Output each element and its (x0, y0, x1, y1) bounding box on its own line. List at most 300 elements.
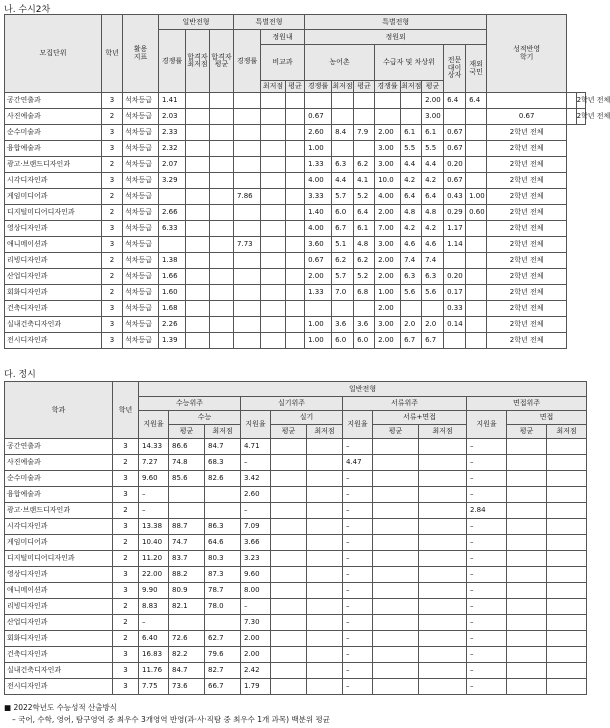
table-cell: 0.17 (444, 285, 466, 301)
table-cell: 2.00 (375, 301, 401, 317)
table-cell: 6.7 (401, 333, 422, 349)
table-cell (547, 471, 587, 487)
table-cell (373, 663, 419, 679)
table-cell: 2 (102, 285, 123, 301)
table-cell: 3 (113, 487, 139, 503)
table-cell (307, 615, 343, 631)
table-row (5, 301, 586, 317)
row-label: 광고·브랜드디자인과 (5, 157, 102, 173)
table-row (5, 125, 586, 141)
table-cell: 6.4 (401, 189, 422, 205)
th-unit: 모집단위 (5, 15, 102, 93)
table-cell (466, 269, 487, 285)
table-cell: 석차등급 (123, 141, 159, 157)
table-cell (567, 109, 576, 125)
table-cell (507, 631, 547, 647)
table-cell: 4.1 (354, 173, 375, 189)
table-cell (210, 173, 234, 189)
row-label: 게임미디어과 (5, 189, 102, 205)
table-cell: 2학년 전체 (487, 189, 567, 205)
table-cell: 2.84 (467, 503, 507, 519)
th-avg: 평균 (286, 81, 305, 93)
table-cell (271, 535, 307, 551)
row-label: 산업디자인과 (5, 269, 102, 285)
table-cell: 2학년 전체 (487, 205, 567, 221)
table-cell: 2학년 전체 (487, 333, 567, 349)
th-g-rate: 경쟁률 (159, 30, 186, 93)
table-cell (169, 615, 205, 631)
th-lowest: 최저점 (307, 425, 343, 439)
table-cell: 6.7 (422, 333, 444, 349)
table-cell: 6.1 (401, 125, 422, 141)
table-cell: 1.39 (159, 333, 186, 349)
table-cell: 3 (102, 317, 123, 333)
table-cell: 6.2 (354, 253, 375, 269)
table-cell (466, 237, 487, 253)
table-cell (210, 109, 234, 125)
table-cell: 3.6 (332, 317, 354, 333)
table-cell: 8.4 (332, 125, 354, 141)
table-cell: 0.67 (444, 125, 466, 141)
table-row (5, 567, 587, 583)
th-g-lowest: 합격자 최저점 (186, 30, 210, 93)
table-cell: 1.60 (159, 285, 186, 301)
table-cell: 2학년 전체 (487, 125, 567, 141)
row-label: 건축디자인과 (5, 301, 102, 317)
table-cell: 80.3 (205, 551, 241, 567)
table-cell (507, 583, 547, 599)
table-cell (186, 221, 210, 237)
table-row (5, 455, 587, 471)
table-cell: – (139, 503, 169, 519)
table-cell (210, 333, 234, 349)
th-year2: 학년 (113, 382, 139, 439)
table-cell: 3.60 (305, 237, 332, 253)
table-cell: 7.73 (234, 237, 261, 253)
table-cell: 4.2 (422, 173, 444, 189)
table-cell (307, 471, 343, 487)
table-cell: 3.29 (159, 173, 186, 189)
table-cell (210, 301, 234, 317)
table-cell: 4.00 (375, 189, 401, 205)
table-cell (419, 679, 467, 695)
table-cell (286, 285, 305, 301)
table-cell (261, 333, 286, 349)
table-cell: 7.30 (241, 615, 271, 631)
th-rate: 경쟁률 (305, 81, 332, 93)
table-row (5, 317, 586, 333)
table-cell (547, 599, 587, 615)
table-cell: 3 (113, 519, 139, 535)
table-cell (234, 93, 261, 109)
table-cell: 6.4 (466, 93, 487, 109)
table-cell (261, 173, 286, 189)
table-cell: 2 (113, 503, 139, 519)
table-cell: 62.7 (205, 631, 241, 647)
table-cell (186, 317, 210, 333)
table-cell: 2 (113, 551, 139, 567)
table-cell: 7.09 (241, 519, 271, 535)
table-cell (419, 647, 467, 663)
table-cell (286, 253, 305, 269)
table-cell: – (467, 567, 507, 583)
table-cell: 1.00 (305, 333, 332, 349)
table-cell: 0.60 (466, 205, 487, 221)
table-cell: 3 (102, 141, 123, 157)
table-cell: 82.6 (205, 471, 241, 487)
table-cell (261, 317, 286, 333)
table-cell (286, 221, 305, 237)
table-cell (305, 93, 332, 109)
table-cell: 6.0 (354, 333, 375, 349)
table-cell: 72.6 (169, 631, 205, 647)
table-cell (444, 253, 466, 269)
jeongsi-table (4, 381, 587, 695)
table-cell (487, 93, 567, 109)
table-cell: 82.2 (169, 647, 205, 663)
row-label: 게임미디어과 (5, 535, 113, 551)
table-cell (286, 141, 305, 157)
table-cell: 3 (102, 93, 123, 109)
table-cell (547, 583, 587, 599)
table-cell (286, 93, 305, 109)
table-cell (186, 253, 210, 269)
th-special-2: 특별전형 (305, 15, 487, 30)
table-cell (466, 141, 487, 157)
table-cell: 1.14 (444, 237, 466, 253)
table-cell (261, 109, 286, 125)
th-out-quota: 정원외 (305, 30, 487, 45)
table-row (5, 551, 587, 567)
table-cell (373, 647, 419, 663)
table-cell (307, 567, 343, 583)
th-avg: 평균 (354, 81, 375, 93)
table-cell: – (467, 551, 507, 567)
th-rate: 경쟁률 (375, 81, 401, 93)
table-cell: 0.20 (444, 269, 466, 285)
table-cell (234, 205, 261, 221)
table-cell: 7.27 (139, 455, 169, 471)
table-cell (271, 647, 307, 663)
table-cell (271, 455, 307, 471)
table-cell (210, 93, 234, 109)
table-cell (466, 317, 487, 333)
th-interview: 면접 (507, 411, 587, 425)
table-cell: – (343, 487, 373, 503)
table-cell (261, 285, 286, 301)
table-cell: 1.79 (241, 679, 271, 695)
table-cell: – (343, 551, 373, 567)
table-cell (271, 503, 307, 519)
table-cell: 2학년 전체 (487, 269, 567, 285)
table-cell (373, 455, 419, 471)
table-cell: 4.6 (422, 237, 444, 253)
table-cell: 2.00 (375, 253, 401, 269)
table-cell: 5.2 (354, 269, 375, 285)
table-cell: 2학년 전체 (576, 109, 585, 125)
table-cell (234, 125, 261, 141)
table-cell (567, 93, 576, 109)
table-cell (186, 157, 210, 173)
table-cell: 1.33 (305, 285, 332, 301)
table-cell (547, 567, 587, 583)
row-label: 실내건축디자인과 (5, 317, 102, 333)
table-cell: 1.40 (305, 205, 332, 221)
table-cell: 6.3 (422, 269, 444, 285)
table-cell (186, 141, 210, 157)
table-cell: 6.4 (422, 189, 444, 205)
table-cell (419, 631, 467, 647)
table-cell: 5.5 (401, 141, 422, 157)
table-cell: 3.33 (305, 189, 332, 205)
table-cell (186, 173, 210, 189)
table-cell: 2.60 (305, 125, 332, 141)
table-cell: 5.1 (332, 237, 354, 253)
table-cell: – (343, 567, 373, 583)
table-cell (547, 679, 587, 695)
table-cell (547, 455, 587, 471)
table-cell (286, 301, 305, 317)
table-cell: 4.2 (401, 173, 422, 189)
table-cell: 7.75 (139, 679, 169, 695)
table-cell: 1.00 (305, 317, 332, 333)
table-cell: 2 (102, 205, 123, 221)
table-cell: – (467, 535, 507, 551)
th-avg: 평균 (373, 425, 419, 439)
table-cell (507, 455, 547, 471)
table-cell (261, 189, 286, 205)
table-cell (186, 109, 210, 125)
table-cell (401, 109, 422, 125)
table-cell (373, 439, 419, 455)
table-cell: – (467, 631, 507, 647)
table-cell: 3.6 (354, 317, 375, 333)
th-docs-interview: 서류+면접 (373, 411, 467, 425)
table-cell: – (467, 487, 507, 503)
row-label: 공간연출과 (5, 93, 102, 109)
table-cell: 2.33 (159, 125, 186, 141)
table-cell (307, 599, 343, 615)
table-cell: 4.4 (401, 157, 422, 173)
table-cell (507, 615, 547, 631)
table-cell: – (343, 519, 373, 535)
table-cell (547, 615, 587, 631)
table-cell (419, 551, 467, 567)
table-cell (307, 551, 343, 567)
th-index: 활용 지표 (123, 15, 159, 93)
th-avg: 평균 (271, 425, 307, 439)
table-cell (271, 519, 307, 535)
table-cell: 0.20 (444, 157, 466, 173)
table-cell (354, 141, 375, 157)
table-cell: 석차등급 (123, 301, 159, 317)
table-cell: 3 (113, 471, 139, 487)
table-cell: 5.2 (354, 189, 375, 205)
table-cell (466, 125, 487, 141)
table-cell: 2 (102, 157, 123, 173)
table-cell: 3 (102, 125, 123, 141)
table-cell: 85.6 (169, 471, 205, 487)
th-in-quota: 정원내 (261, 30, 305, 45)
table-cell (286, 269, 305, 285)
table-cell (261, 157, 286, 173)
table-cell (234, 285, 261, 301)
table-cell (305, 301, 332, 317)
table-cell (186, 237, 210, 253)
table-cell (373, 679, 419, 695)
table-cell: 2.00 (422, 93, 444, 109)
table-cell: 82.1 (169, 599, 205, 615)
th-apply-rate: 지원율 (467, 411, 507, 439)
table-cell: 3 (102, 237, 123, 253)
table-cell: 2 (102, 253, 123, 269)
table-cell: – (343, 663, 373, 679)
table-cell: 석차등급 (123, 157, 159, 173)
susi-table (4, 14, 610, 349)
footnote-text: – 국어, 수학, 영어, 탐구영역 중 최우수 3개영역 반영(과·사·직탐 중 최우수 1개 과목) 백분위 평균 (12, 715, 331, 724)
table-cell: 68.3 (205, 455, 241, 471)
table-cell: 1.00 (466, 189, 487, 205)
table-cell (286, 237, 305, 253)
table-cell: 2학년 전체 (487, 301, 567, 317)
table-cell: – (241, 503, 271, 519)
table-row (5, 487, 587, 503)
row-label: 산업디자인과 (5, 615, 113, 631)
table-cell (234, 301, 261, 317)
table-cell: – (343, 631, 373, 647)
row-label: 공간연출과 (5, 439, 113, 455)
th-interview-main: 면접위주 (467, 397, 587, 411)
table-cell: 5.5 (422, 141, 444, 157)
table-cell (307, 663, 343, 679)
table-cell (307, 631, 343, 647)
table-cell (547, 663, 587, 679)
table-cell (466, 285, 487, 301)
table-cell (210, 205, 234, 221)
table-cell (271, 583, 307, 599)
table-cell: 5.7 (332, 189, 354, 205)
table-cell: 87.3 (205, 567, 241, 583)
table-cell (419, 455, 467, 471)
table-cell: 4.47 (343, 455, 373, 471)
table-cell: 4.2 (422, 221, 444, 237)
th-practical-main: 실기위주 (241, 397, 343, 411)
table-cell: 2 (113, 599, 139, 615)
table-cell: 5.7 (332, 269, 354, 285)
table-cell: 2.60 (241, 487, 271, 503)
table-cell: 0.29 (444, 205, 466, 221)
table-cell: 10.0 (375, 173, 401, 189)
table-cell: 2학년 전체 (487, 173, 567, 189)
th-special: 특별전형 (234, 15, 305, 30)
table-cell: 2학년 전체 (487, 157, 567, 173)
table-cell (307, 487, 343, 503)
th-lowest: 최저점 (547, 425, 587, 439)
th-basic-living: 수급자 및 차상위 (375, 45, 444, 81)
table-cell (234, 221, 261, 237)
table-cell: 석차등급 (123, 125, 159, 141)
table-cell: 3.00 (375, 317, 401, 333)
table-cell (419, 487, 467, 503)
table-cell (307, 679, 343, 695)
table-cell: 3.23 (241, 551, 271, 567)
table-cell: 88.2 (169, 567, 205, 583)
table-cell: 3 (102, 221, 123, 237)
table-cell: 1.00 (305, 141, 332, 157)
table-cell (210, 141, 234, 157)
table-cell (286, 333, 305, 349)
table-cell (547, 551, 587, 567)
table-cell: 6.4 (444, 93, 466, 109)
table-cell (271, 439, 307, 455)
table-cell: 6.40 (139, 631, 169, 647)
row-label: 영상디자인과 (5, 567, 113, 583)
jeongsi-table-body (5, 439, 587, 695)
table-cell: 74.7 (169, 535, 205, 551)
table-row (5, 189, 586, 205)
table-cell: 2 (113, 615, 139, 631)
table-cell: 4.8 (422, 205, 444, 221)
table-cell (507, 535, 547, 551)
th-foreign: 재외 국민 (466, 45, 487, 93)
table-cell (419, 599, 467, 615)
table-cell: 2.32 (159, 141, 186, 157)
table-cell: 2학년 전체 (487, 285, 567, 301)
table-row (5, 519, 587, 535)
table-cell (186, 189, 210, 205)
table-cell (261, 141, 286, 157)
table-cell: 6.4 (354, 205, 375, 221)
table-cell (373, 615, 419, 631)
table-cell (507, 439, 547, 455)
table-cell (307, 583, 343, 599)
table-cell: 2학년 전체 (487, 237, 567, 253)
table-cell: 10.40 (139, 535, 169, 551)
table-cell (186, 301, 210, 317)
table-cell (507, 567, 547, 583)
table-cell: 84.7 (169, 663, 205, 679)
table-cell: 2.00 (375, 269, 401, 285)
table-cell: 11.20 (139, 551, 169, 567)
table-cell: – (343, 503, 373, 519)
th-general: 일반전형 (159, 15, 234, 30)
th-farming: 농어촌 (305, 45, 375, 81)
table-row (5, 285, 586, 301)
table-cell (286, 205, 305, 221)
table-cell (261, 221, 286, 237)
table-cell: 석차등급 (123, 253, 159, 269)
table-cell: 6.0 (332, 333, 354, 349)
table-cell: – (467, 599, 507, 615)
table-cell (271, 631, 307, 647)
table-cell (332, 93, 354, 109)
table-cell (401, 301, 422, 317)
th-year: 학년 (102, 15, 123, 93)
table-cell (507, 471, 547, 487)
table-cell (169, 487, 205, 503)
th-docs-main: 서류위주 (343, 397, 467, 411)
table-cell: 2.0 (422, 317, 444, 333)
table-cell: 1.38 (159, 253, 186, 269)
table-cell: 4.8 (354, 237, 375, 253)
th-lowest: 최저점 (419, 425, 467, 439)
table-row (5, 157, 586, 173)
table-cell: – (343, 535, 373, 551)
table-cell: 2.66 (159, 205, 186, 221)
table-cell (354, 301, 375, 317)
th-apply-rate: 지원율 (241, 411, 271, 439)
table-cell (307, 647, 343, 663)
